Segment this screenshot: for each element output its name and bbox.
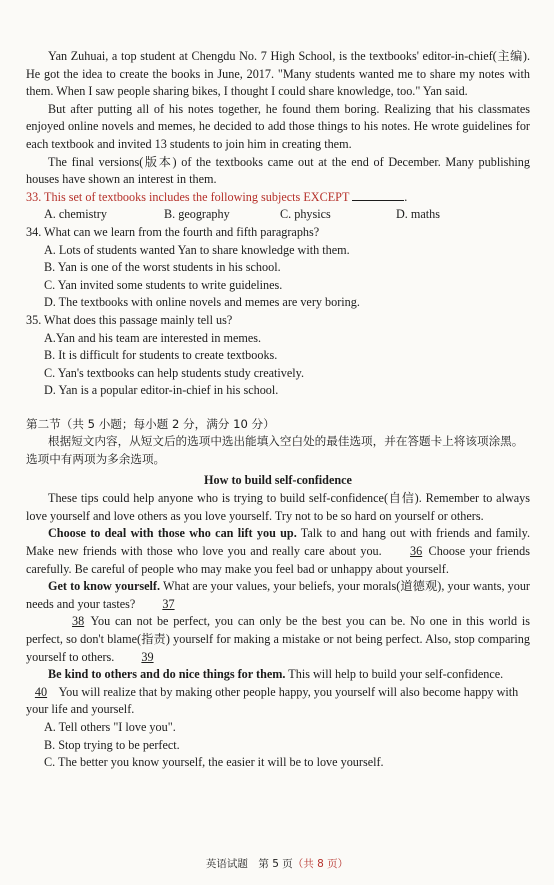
option-d[interactable]: D. Yan is a popular editor-in-chief in his school.	[44, 383, 279, 398]
option-d[interactable]: D. maths	[396, 207, 441, 222]
blank-36[interactable]: 36	[410, 544, 423, 559]
option-d[interactable]: D. The textbooks with online novels and memes are very boring.	[44, 295, 360, 310]
tip-text: You will realize that by making other people happy, you yourself will also become happy with your life and yourself.	[26, 684, 519, 717]
tip-heading: Get to know yourself.	[48, 579, 161, 594]
passage-paragraph-2: But after putting all of his notes together, he found them boring. Realizing that his classmates enjoyed online novels and memes, he decided to add those things to his notes. He wrote guidelines for each textbook and invited 13 students to join him in creating them.	[26, 101, 530, 151]
tip-paragraph-4-cont	[26, 684, 530, 719]
blank-40[interactable]: 40	[34, 684, 48, 699]
option-b[interactable]: B. geography	[164, 207, 230, 222]
tip-paragraph-1	[26, 525, 530, 578]
passage-paragraph-3: The final versions(版本) of the textbooks came out at the end of December. Many publishing houses have shown an interest in them.	[26, 154, 530, 187]
page-footer	[0, 856, 554, 874]
section-heading: 第二节（共 5 小题；每小题 2 分，满分 10 分）	[26, 416, 275, 431]
tip-paragraph-3	[26, 613, 530, 666]
blank-39[interactable]: 39	[141, 649, 154, 664]
option-b[interactable]: B. Yan is one of the worst students in his school.	[44, 260, 281, 275]
blank-38[interactable]: 38	[72, 614, 85, 629]
option-a[interactable]: A. chemistry	[44, 207, 107, 222]
tip-text: This will help to build your self-confidence.	[285, 667, 504, 682]
option-c[interactable]: C. physics	[280, 207, 331, 222]
passage-title: How to build self-confidence	[204, 472, 352, 487]
section-instructions: 根据短文内容，从短文后的选项中选出能填入空白处的最佳选项，并在答题卡上将该项涂黑。选项中有两项为多余选项。	[26, 434, 524, 467]
question-33-stem: 33. This set of textbooks includes the following subjects EXCEPT	[26, 189, 350, 204]
footer-total-pages: （共 8 页）	[292, 858, 349, 870]
option-c[interactable]: C. Yan's textbooks can help students study creatively.	[44, 365, 305, 380]
passage-paragraph-1: Yan Zuhuai, a top student at Chengdu No. 7 High School, is the textbooks' editor-in-chief(主编). He got the idea to create the books in June, 2017. "Many students wanted me to share my notes with them. When I saw people sharing bikes, I thought I could share knowledge, too." Yan said.	[26, 49, 530, 99]
tip-text: What are your values, your beliefs, your morals(道德观), your wants, your needs and your tastes?	[26, 579, 530, 611]
question-33-options	[26, 206, 530, 224]
option-a[interactable]: A. Lots of students wanted Yan to share knowledge with them.	[44, 242, 350, 257]
answer-blank	[352, 189, 404, 201]
option-b[interactable]: B. It is difficult for students to create textbooks.	[44, 348, 278, 363]
question-34	[26, 224, 530, 312]
question-35-stem: 35. What does this passage mainly tell us?	[26, 312, 233, 327]
intro-paragraph: These tips could help anyone who is trying to build self-confidence(自信). Remember to always love yourself and love others as you love yourself. Try not to be so hard on yourself or others.	[26, 491, 530, 523]
tip-paragraph-4	[26, 666, 530, 684]
tip-heading: Be kind to others and do nice things for them.	[48, 667, 286, 682]
answer-option-c[interactable]: C. The better you know yourself, the easier it will be to love yourself.	[44, 755, 384, 770]
answer-option-b[interactable]: B. Stop trying to be perfect.	[44, 737, 180, 752]
question-33	[26, 189, 530, 224]
tip-text: Choose your friends carefully. Be careful of people who may make you feel bad or unhappy about yourself.	[26, 544, 530, 576]
footer-page-number: 英语试题 第 5 页	[205, 858, 293, 870]
tip-heading: Choose to deal with those who can lift you up.	[48, 526, 297, 541]
tip-paragraph-2	[26, 578, 530, 613]
blank-37[interactable]: 37	[162, 596, 175, 611]
question-33-stem-end: .	[404, 189, 408, 204]
tip-text: You can not be perfect, you can only be the best you can be. No one in this world is perfect, so don't blame(指责) yourself for making a mistake or not being perfect. Also, stop comparing yourself to others.	[26, 614, 530, 664]
question-35	[26, 312, 530, 400]
option-c[interactable]: C. Yan invited some students to write guidelines.	[44, 277, 283, 292]
answer-option-a[interactable]: A. Tell others "I love you".	[44, 719, 176, 734]
tip-text: Talk to and hang out with friends and family. Make new friends with those who love you and really care about you.	[26, 526, 531, 559]
option-a[interactable]: A.Yan and his team are interested in memes.	[44, 330, 262, 345]
question-34-stem: 34. What can we learn from the fourth and fifth paragraphs?	[26, 224, 320, 239]
